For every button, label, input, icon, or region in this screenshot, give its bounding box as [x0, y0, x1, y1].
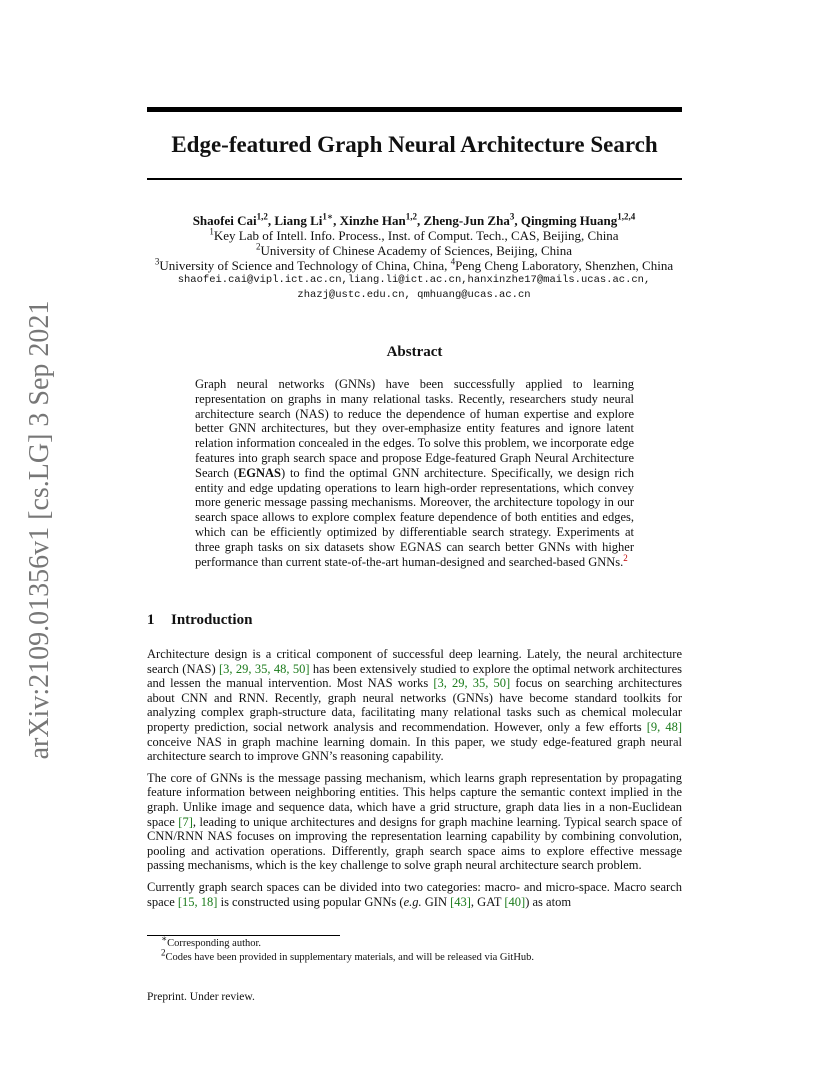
author-affiliation-mark: 1,2 [405, 211, 417, 222]
section-title: Introduction [171, 612, 253, 628]
text: GIN [421, 894, 451, 909]
author-name: Zheng-Jun Zha [423, 213, 510, 228]
method-name: EGNAS [237, 465, 282, 480]
arxiv-sidebar [20, 300, 60, 760]
abstract-body [195, 377, 634, 569]
footnotes [147, 933, 682, 965]
footnote-link[interactable]: 2 [623, 552, 628, 563]
text: e.g. [403, 894, 422, 909]
affiliation-mark: 4 [450, 256, 456, 267]
footnote-mark: 2 [161, 947, 166, 958]
affiliation-2 [110, 243, 718, 258]
arxiv-id-stamp: arXiv:2109.01356v1 [cs.LG] 3 Sep 2021 [24, 300, 55, 760]
author-affiliation-mark: 1∗ [322, 211, 334, 222]
author-name: Liang Li [274, 213, 323, 228]
affiliation-3-4 [110, 258, 718, 273]
text: is constructed using popular GNNs ( [217, 894, 404, 909]
citation-link[interactable]: [15, 18] [177, 894, 218, 909]
author-affiliation-mark: 1,2,4 [617, 211, 636, 222]
title-rule-top [147, 107, 682, 112]
author-emails-line-1: shaofei.cai@vipl.ict.ac.cn,liang.li@ict.ac.cn,hanxinzhe17@mails.ucas.ac.cn, [177, 274, 651, 286]
footnote-2 [147, 947, 682, 965]
text: Currently graph search spaces can be divided into two categories: macro- and micro-space. Macro search space [147, 879, 682, 909]
affiliation-text: University of Chinese Academy of Sciences, Beijing, China [260, 243, 573, 258]
preprint-notice: Preprint. Under review. [147, 991, 255, 1003]
paragraph [147, 771, 682, 873]
affiliation-text: Key Lab of Intell. Info. Process., Inst. of Comput. Tech., CAS, Beijing, China [213, 228, 619, 243]
footnote-text: Corresponding author. [167, 938, 262, 949]
author-name: Xinzhe Han [339, 213, 406, 228]
introduction-body [147, 647, 682, 916]
paragraph [147, 647, 682, 764]
text: The core of GNNs is the message passing mechanism, which learns graph representation by propagating feature information between neighboring entities. This helps capture the semantic context implied in the graph. Unlike image and sequence data, which have a grid structure, graph data lies in a non-Euclidean space [147, 770, 682, 829]
section-heading-introduction [147, 612, 252, 629]
author-name: Qingming Huang [520, 213, 618, 228]
footnote-mark: ∗ [161, 933, 168, 944]
affiliation-mark: 3 [154, 256, 160, 267]
text: conceive NAS in graph machine learning domain. In this paper, we study edge-featured graph neural architecture search to improve GNN’s reasoning capability. [147, 734, 682, 764]
citation-link[interactable]: [43] [450, 894, 471, 909]
text: focus on searching architectures about CNN and RNN. Recently, graph neural networks (GNNs) have become standard toolkits for analyzing complex graph-structure data, facilitating many relational tasks such as chemical molecular property prediction, social network analysis and recommendation. However, only a few efforts [147, 676, 682, 734]
author-name: Shaofei Cai [192, 213, 257, 228]
section-number: 1 [147, 612, 155, 628]
author-list: Shaofei Cai$^{1,2}$, Liang $Li^{1∗}$, Xinzhe Han$^{1,2}$, Zheng-Jun Zha$^3$, Qingming Huang$^{1,2,4}$ [192, 211, 636, 228]
citation-link[interactable]: [7] [178, 814, 193, 829]
text: Architecture design is a critical component of successful deep learning. Lately, the neural architecture search (NAS) [147, 647, 682, 676]
affiliation-mark: 2 [255, 241, 261, 252]
author-block [110, 213, 718, 303]
citation-link[interactable]: [40] [504, 894, 526, 909]
affiliation-1 [110, 228, 718, 243]
affiliation-mark: 1 [209, 226, 214, 237]
footnote-text: Codes have been provided in supplementary materials, and will be released via GitHub. [165, 952, 535, 963]
author-emails-line-2: zhazj@ustc.edu.cn, qmhuang@ucas.ac.cn [297, 289, 531, 301]
citation-link[interactable]: [3, 29, 35, 50] [433, 676, 511, 691]
paper-title: Edge-featured Graph Neural Architecture Search [171, 132, 658, 157]
abstract-text: Graph neural networks (GNNs) have been successfully applied to learning representation on graphs in many relational tasks. Recently, researchers study neural architecture search (NAS) to reduce the dependence of human expertise and explore better GNN architectures, but they over-emphasize entity features and ignore latent relation information concealed in the edges. To solve this problem, we incorporate edge features into graph search space and propose Edge-featured Graph Neural Architecture Search ( [195, 377, 634, 480]
author-affiliation-mark: 3 [509, 211, 515, 222]
abstract-heading: Abstract [386, 344, 443, 360]
affiliation-text: Peng Cheng Laboratory, Shenzhen, China [455, 258, 674, 273]
paragraph [147, 880, 682, 909]
citation-link[interactable]: [9, 48] [646, 719, 682, 734]
citation-link[interactable]: [3, 29, 35, 48, 50] [219, 661, 310, 676]
author-affiliation-mark: 1,2 [256, 211, 268, 222]
abstract-text: ) to find the optimal GNN architecture. Specifically, we design rich entity and edge updating operations to learn high-order representations, which convey more generic message passing mechanisms. Moreover, the architecture topology in our search space allows to explore complex feature dependence of both entities and edges, which can be efficiently optimized by differentiable search strategy. Experiments at three graph tasks on six datasets show EGNAS can search better GNNs with higher performance than current state-of-the-art human-designed and searched-based GNNs. [195, 465, 634, 569]
affiliation-text: University of Science and Technology of China, China, [159, 258, 451, 273]
title-rule-bottom [147, 178, 682, 180]
text: , leading to unique architectures and designs for graph machine learning. Typical search space of CNN/RNN NAS focuses on improving the representation learning capability by combining convolution, pooling and activation operations. Differently, graph search space aims to explore effective message passing mechanisms, which is the key challenge to solve graph neural architecture search problem. [147, 814, 682, 873]
text: has been extensively studied to explore the optimal network architectures and lessen the manual intervention. Most NAS works [147, 661, 682, 691]
footnote-1 [147, 933, 682, 951]
text: , GAT [470, 894, 505, 909]
text: ) as atom [525, 894, 572, 909]
footnote-rule [147, 935, 340, 936]
